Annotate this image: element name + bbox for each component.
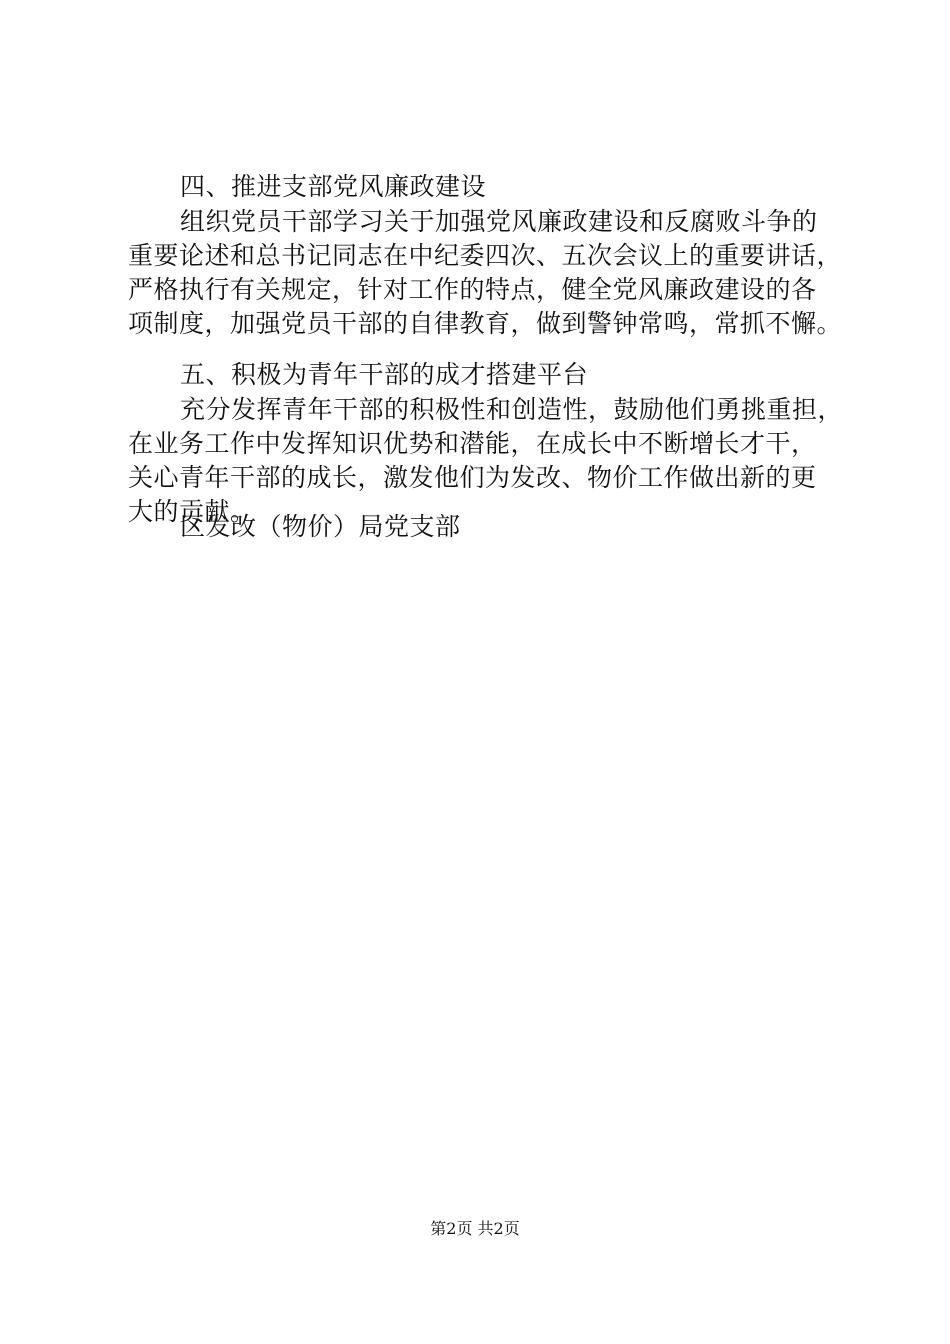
- section-5-paragraph-line-1: 充分发挥青年干部的积极性和创造性，鼓励他们勇挑重担，: [180, 395, 844, 424]
- section-4-paragraph-line-2: 重要论述和总书记同志在中纪委四次、五次会议上的重要讲话，: [128, 241, 843, 270]
- section-5-paragraph-line-2: 在业务工作中发挥知识优势和潜能，在成长中不断增长才干，: [128, 429, 817, 458]
- section-4-heading: 四、推进支部党风廉政建设: [180, 172, 487, 201]
- signature-line: 区发改（物价）局党支部: [180, 512, 461, 541]
- section-4-paragraph-line-4: 项制度，加强党员干部的自律教育，做到警钟常鸣，常抓不懈。: [128, 309, 843, 338]
- page-footer: 第2页 共2页: [430, 1219, 520, 1238]
- section-5-heading: 五、积极为青年干部的成才搭建平台: [180, 360, 589, 389]
- section-4-paragraph-line-1: 组织党员干部学习关于加强党风廉政建设和反腐败斗争的: [180, 207, 818, 236]
- section-5-paragraph-line-4: 大的贡献。: [128, 497, 256, 526]
- section-4-paragraph-line-3: 严格执行有关规定，针对工作的特点，健全党风廉政建设的各: [128, 275, 817, 304]
- section-5-paragraph-line-3: 关心青年干部的成长，激发他们为发改、物价工作做出新的更: [128, 463, 817, 492]
